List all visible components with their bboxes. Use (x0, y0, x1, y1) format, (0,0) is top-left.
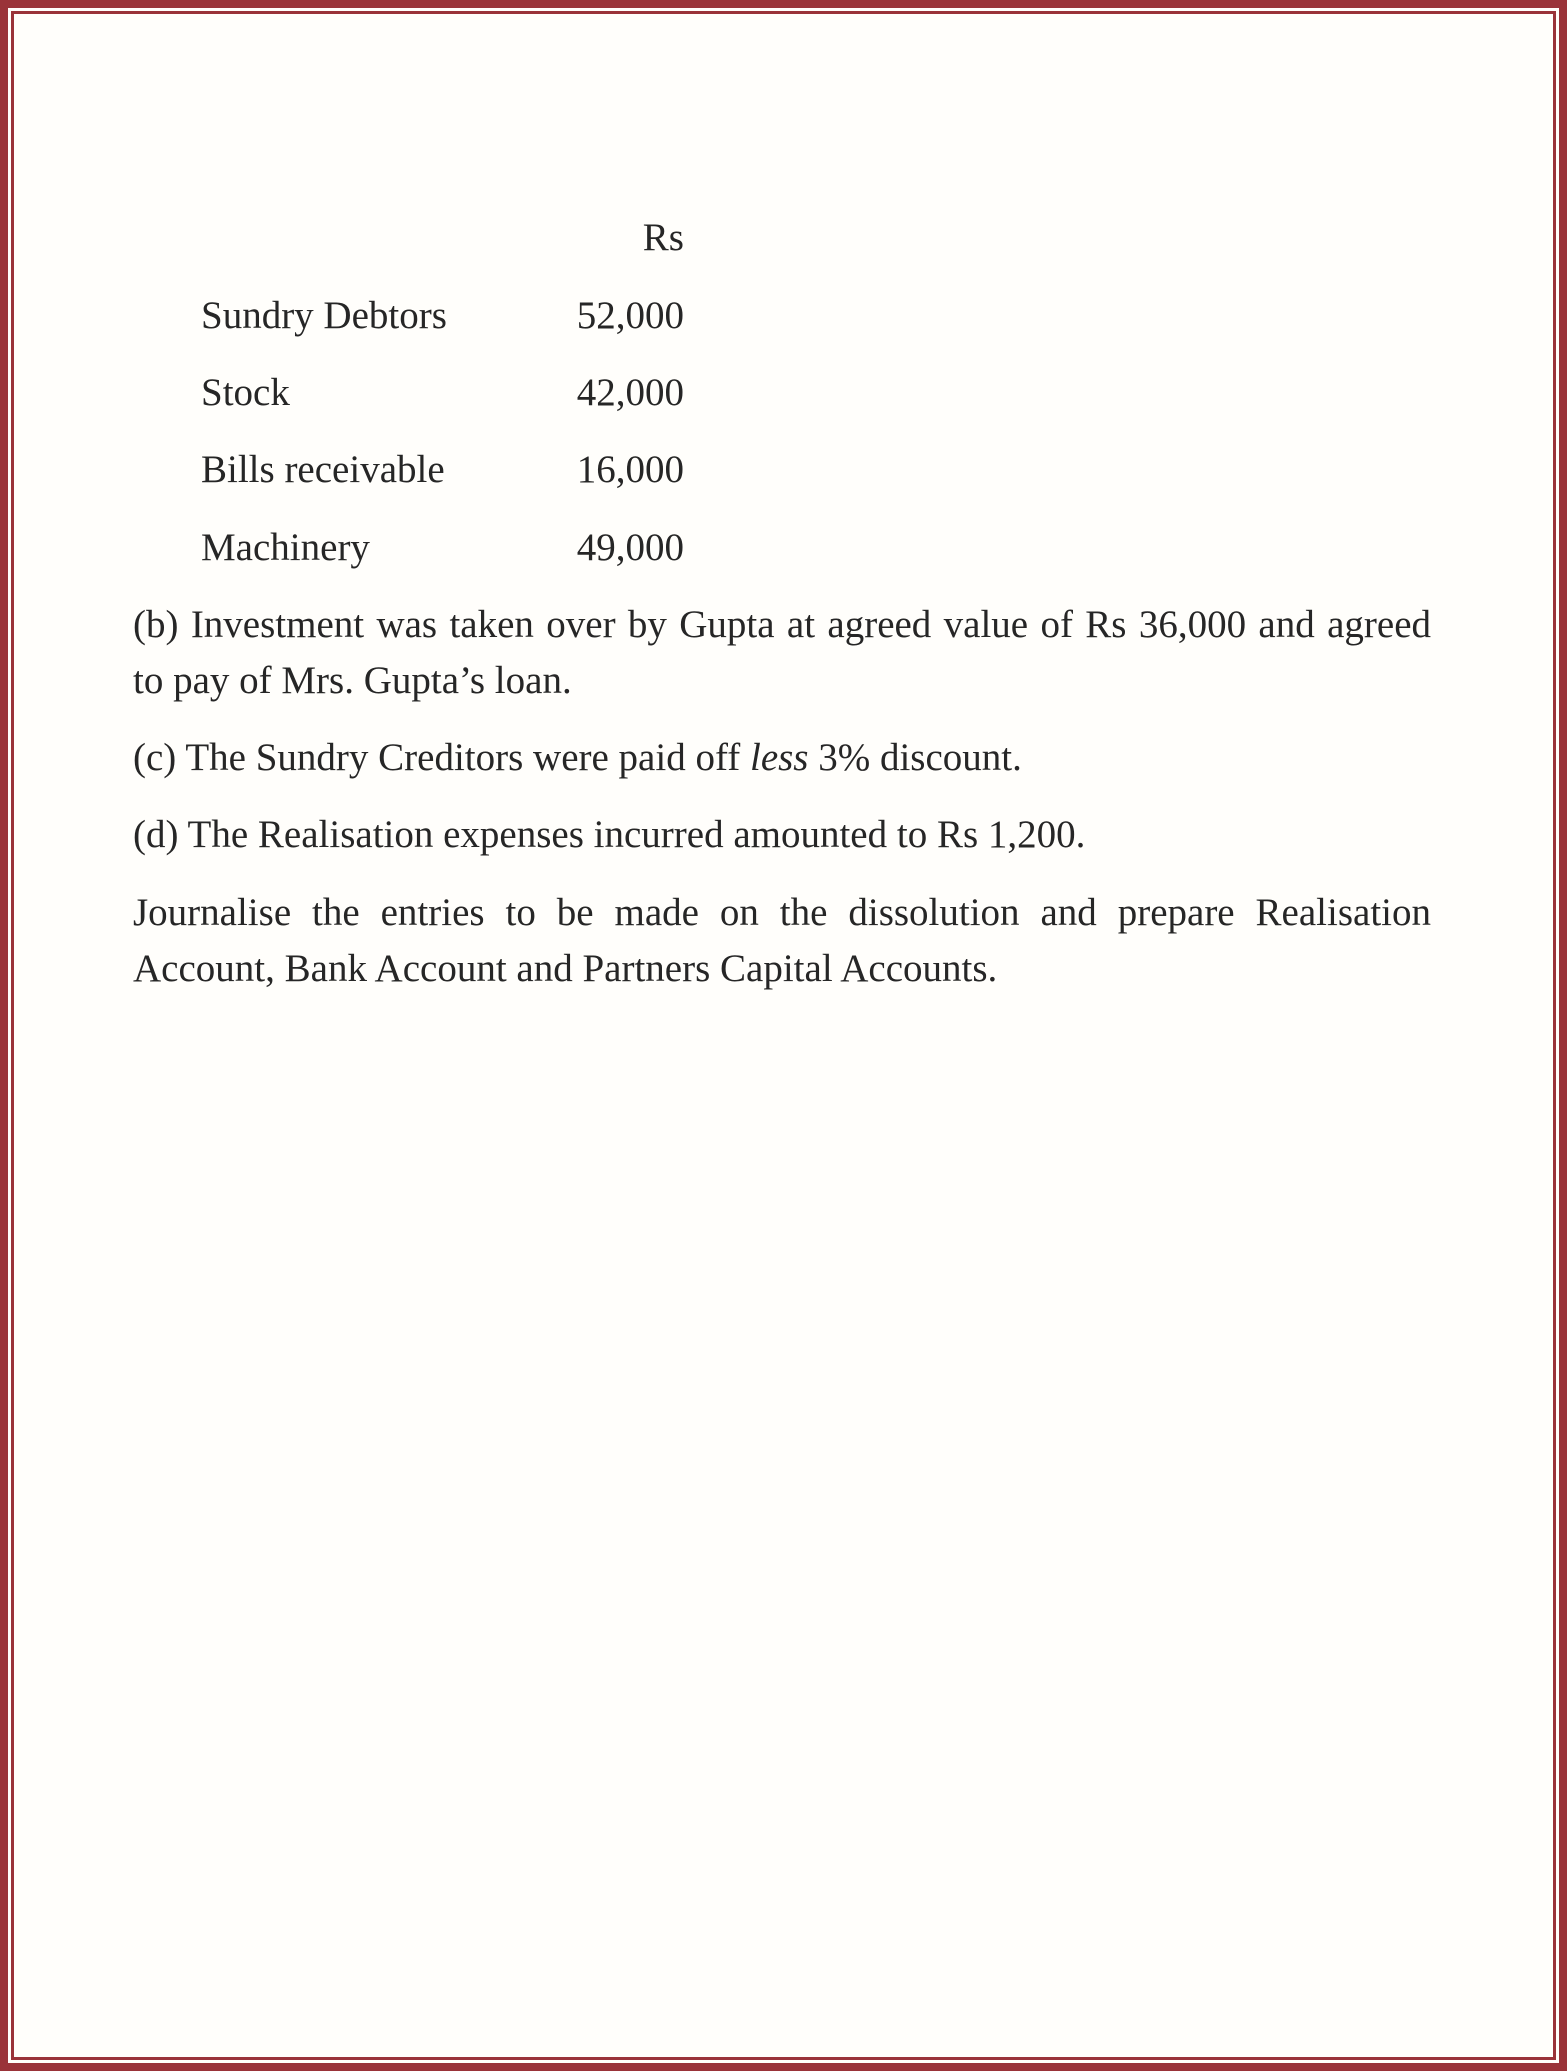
row-value: 16,000 (576, 448, 684, 491)
row-label: Stock (201, 371, 290, 414)
instruction-paragraph: Journalise the entries to be made on the dissolution and prepare Realisation Account, Bank Account and Partners Capital Accounts. (133, 891, 1431, 990)
paragraph-c (133, 730, 1431, 786)
paragraph-c-prefix: (c) The Sundry Creditors were paid off (133, 736, 750, 779)
row-label: Machinery (201, 526, 370, 569)
row-value: 42,000 (576, 371, 684, 414)
paragraph-d: (d) The Realisation expenses incurred amounted to Rs 1,200. (133, 813, 1086, 856)
paragraph-c-suffix: 3% discount. (808, 736, 1022, 779)
paragraph-b: (b) Investment was taken over by Gupta at agreed value of Rs 36,000 and agreed to pay of Mrs. Gupta’s loan. (133, 603, 1431, 702)
row-label: Bills receivable (201, 448, 445, 491)
currency-header: Rs (642, 216, 684, 259)
row-value: 52,000 (576, 294, 684, 337)
row-value: 49,000 (576, 526, 684, 569)
paragraph-c-italic: less (749, 736, 809, 779)
row-label: Sundry Debtors (201, 294, 447, 337)
